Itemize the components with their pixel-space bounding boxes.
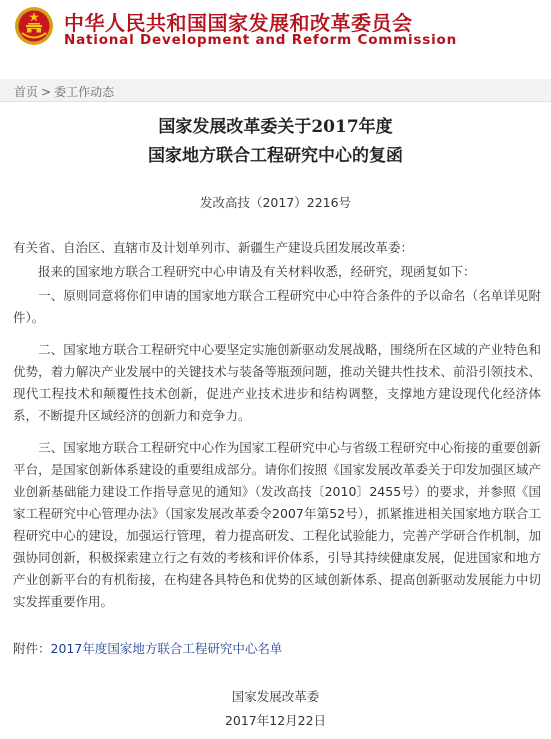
org-name-cn: 中华人民共和国国家发展和改革委员会 [64,11,413,35]
doc-date: 2017年12月22日 [224,713,327,728]
breadcrumb-section-link[interactable]: 委工作动态 [54,85,115,99]
doc-number: 发改高技（2017）2216号 [199,195,352,210]
paragraph-1: 一、原则同意将你们申请的国家地方联合工程研究中心中符合条件的予以命名（名单详见附件）。 [13,288,541,325]
breadcrumb [14,83,114,100]
site-header [0,0,551,58]
paragraph-3: 三、国家地方联合工程研究中心作为国家工程研究中心与省级工程研究中心衔接的重要创新平台，是国家创新体系建设的重要组成部分。请你们按照《国家发展改革委关于印发加强区域产业创新基础能力建设工作指导意见的通知》（发改高技〔2010〕2455号）的要求，并参照《国家工程研究中心管理办法》（国家发展改革委令2007年第52号），抓紧推进相关国家地方联合工程研究中心的建设，加强运行管理，着力提高研发、工程化试验能力，完善产学研合作机制，加强协同创新，积极探索建立行之有效的考核和评价体系，引导其持续健康发展，促进国家和地方产业创新平台的有机衔接，在构建各具特色和优势的区域创新体系、提高创新驱动发展能力中切实发挥重要作用。 [13,440,541,609]
attachment-link[interactable]: 2017年度国家地方联合工程研究中心名单 [50,641,283,656]
signature: 国家发展改革委 [231,689,320,704]
attachment [13,639,282,657]
doc-title-line2: 国家地方联合工程研究中心的复函 [148,146,403,166]
org-name-en: National Development and Reform Commission [64,32,458,48]
breadcrumb-separator: > [41,85,52,99]
paragraph-intro: 报来的国家地方联合工程研究中心申请及有关材料收悉，经研究，现函复如下： [13,264,476,279]
doc-title-line1: 国家发展改革委关于2017年度 [158,117,393,137]
breadcrumb-bar [0,79,551,102]
breadcrumb-home-link[interactable]: 首页 [14,85,39,99]
salutation: 有关省、自治区、直辖市及计划单列市、新疆生产建设兵团发展改革委： [13,240,414,255]
attachment-label: 附件： [13,641,51,656]
paragraph-2: 二、国家地方联合工程研究中心要坚定实施创新驱动发展战略，围绕所在区域的产业特色和优势，着力解决产业发展中的关键技术与装备等瓶颈问题，推动关键共性技术、前沿引领技术、现代工程技术和颠覆性技术创新，促进产业技术进步和结构调整，支撑地方建设现代化经济体系，不断提升区域经济的创新力和竞争力。 [13,342,541,423]
national-emblem-icon [14,6,54,46]
